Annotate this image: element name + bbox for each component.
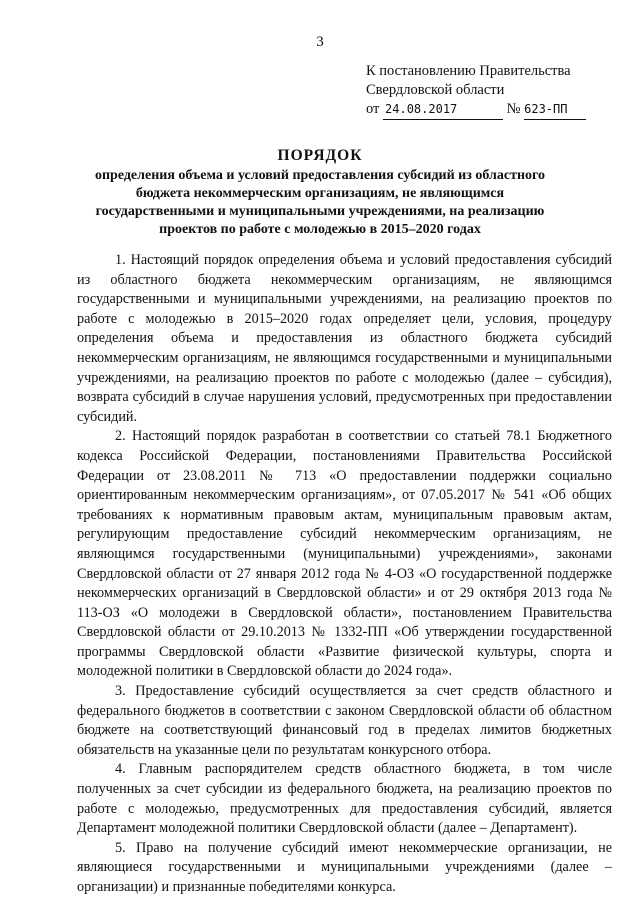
document-subtitle: определения объема и условий предоставления субсидий из областного бюджета некоммерческим организациям, не являющимся государственными и муниципальными учреждениями, на реализацию проектов по работе с молодежью в 2015–2020 годах bbox=[94, 168, 546, 237]
attachment-block bbox=[366, 62, 586, 120]
paragraph-3: 3. Предоставление субсидий осуществляется за счет средств областного и федерального бюджетов в соответствии с законом Свердловской области об областном бюджете на соответствующий финансовый год в пределах лимитов бюджетных обязательств на указанные цели по результатам конкурсного отбора. bbox=[77, 683, 612, 758]
attachment-line-2: Свердловской области bbox=[366, 82, 505, 98]
page-number: 3 bbox=[316, 34, 324, 50]
attachment-date-line bbox=[366, 100, 586, 120]
attachment-date: 24.08.2017 bbox=[383, 100, 503, 120]
number-prefix: № bbox=[506, 101, 521, 117]
paragraph-4: 4. Главным распорядителем средств областного бюджета, в том числе полученных за счет субсидии из федерального бюджета, на реализацию проектов по работе с молодежью, предусмотренных для предоставления субсидий, является Департамент молодежной политики Свердловской области (далее – Департамент). bbox=[77, 761, 612, 837]
paragraph-2: 2. Настоящий порядок разработан в соответствии со статьей 78.1 Бюджетного кодекса Российской Федерации, постановлениями Правительства Российской Федерации от 23.08.2011 № 713 «О предоставлении поддержки социально ориентированным некоммерческим организациям», от 07.05.2017 № 541 «Об общих требованиях к нормативным правовым актам, муниципальным правовым актам, регулирующим предоставление субсидий некоммерческим организациям, не являющимся государственными (муниципальными) учреждениями», законами Свердловской области от 27 января 2012 года № 4-ОЗ «О государственной поддержке некоммерческих организаций в Свердловской области» и от 29 октября 2013 года № 113-ОЗ «О молодежи в Свердловской области», постановлением Правительства Свердловской области от 29.10.2013 № 1332-ПП «Об утверждении государственной программы Свердловской области «Развитие физической культуры, спорта и молодежной политики в Свердловской области до 2024 года». bbox=[77, 428, 612, 680]
document-body bbox=[77, 251, 612, 898]
attachment-line-1: К постановлению Правительства bbox=[366, 63, 571, 79]
date-prefix: от bbox=[366, 101, 380, 117]
document-title: ПОРЯДОК bbox=[277, 147, 363, 164]
attachment-number: 623-ПП bbox=[524, 100, 586, 120]
paragraph-5: 5. Право на получение субсидий имеют некоммерческие организации, не являющиеся государственными и муниципальными учреждениями (далее – организации) и признанные победителями конкурса. bbox=[77, 839, 612, 895]
paragraph-1: 1. Настоящий порядок определения объема и условий предоставления субсидий из областного бюджета некоммерческим организациям, не являющимся государственными и муниципальными учреждениями, на реализацию проектов по работе с молодежью в 2015–2020 годах определяет цели, условия, процедуру определения объема и предоставления из областного бюджета субсидий некоммерческим организациям, не являющимся государственными и муниципальными учреждениями, на реализацию проектов по работе с молодежью (далее – субсидия), возврата субсидий в случае нарушения условий, предусмотренных при предоставлении субсидий. bbox=[77, 252, 612, 425]
